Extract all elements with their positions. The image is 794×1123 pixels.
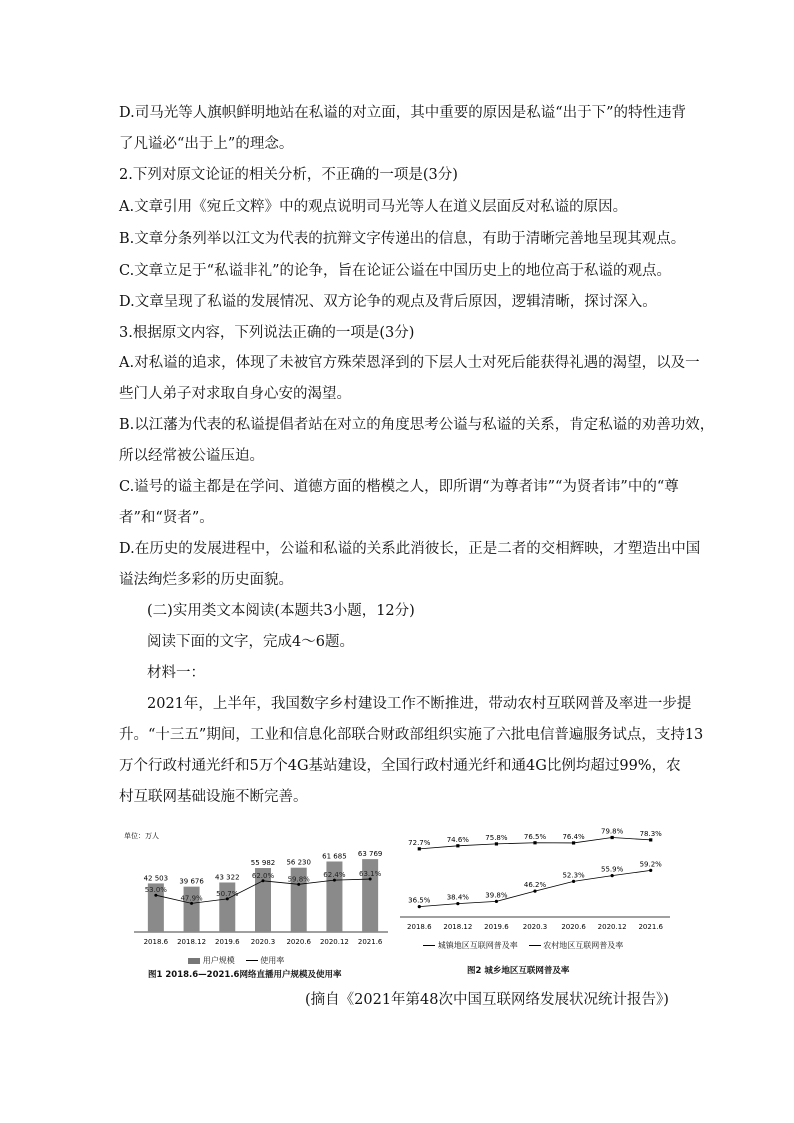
rural-rate-label: 38.4% (446, 893, 469, 902)
option-line: A.对私谥的追求，体现了未被官方殊荣恩泽到的下层人士对死后能获得礼遇的渴望，以及一 (119, 355, 700, 371)
legend-label: 农村地区互联网普及率 (543, 941, 624, 950)
rural-rate-label: 39.8% (485, 891, 508, 900)
bar-value-label: 61 685 (322, 852, 347, 861)
x-tick-label: 2021.6 (357, 938, 383, 946)
figure-1-chart (118, 822, 388, 957)
urban-point (649, 838, 652, 841)
bar-value-label: 63 769 (357, 850, 383, 859)
instruction-line: 阅读下面的文字，完成4～6题。 (147, 634, 354, 650)
rural-point (649, 869, 652, 872)
rural-point (533, 890, 536, 893)
text-line: 了凡谥必“出于上”的理念。 (119, 136, 294, 152)
urban-rate-label: 72.7% (408, 838, 431, 847)
rural-point (611, 874, 614, 877)
urban-point (456, 844, 459, 847)
bar-value-label: 39 676 (179, 877, 204, 886)
x-tick-label: 2018.12 (177, 938, 207, 946)
option-line: 者”和“贤者”。 (119, 510, 214, 526)
urban-point (533, 841, 536, 844)
option-line: 所以经常被公谥压迫。 (119, 448, 264, 464)
urban-rate-label: 75.8% (485, 833, 508, 842)
figure-2 (395, 822, 675, 982)
x-tick-label: 2019.6 (484, 923, 509, 931)
urban-rate-label: 79.8% (601, 827, 624, 836)
urban-rate-label: 76.5% (523, 832, 547, 841)
bar-value-label: 43 322 (215, 873, 240, 882)
option-line: D.文章呈现了私谥的发展情况、双方论争的观点及背后原因，逻辑清晰，探讨深入。 (119, 294, 657, 310)
bar-value-label: 42 503 (143, 874, 169, 883)
x-tick-label: 2021.6 (638, 923, 663, 931)
rate-label: 50.7% (216, 889, 239, 898)
x-tick-label: 2020.3 (250, 938, 276, 946)
rural-rate-label: 55.9% (601, 865, 624, 874)
paragraph-line: 万个行政村通光纤和5万个4G基站建设，全国行政村通光纤和通4G比例均超过99%，农 (119, 758, 681, 774)
urban-point (611, 836, 614, 839)
rural-point (456, 902, 459, 905)
urban-point (572, 841, 575, 844)
legend-label: 使用率 (260, 956, 285, 965)
option-line: A.文章引用《宛丘文粹》中的观点说明司马光等人在道义层面反对私谥的原因。 (119, 199, 628, 215)
option-line: B.以江藩为代表的私谥提倡者站在对立的角度思考公谥与私谥的关系，肯定私谥的劝善功效， (119, 417, 715, 433)
section-heading: (二)实用类文本阅读(本题共3小题，12分) (147, 603, 415, 619)
figure-2-legend (423, 940, 623, 951)
source-citation: (摘自《2021年第48次中国互联网络发展状况统计报告》) (305, 992, 669, 1008)
urban-point (418, 847, 421, 850)
figure-1 (118, 822, 388, 982)
option-line: B.文章分条列举以江文为代表的抗辩文字传递出的信息，有助于清晰完善地呈现其观点。 (119, 231, 686, 247)
x-tick-label: 2020.12 (319, 938, 349, 946)
legend-bar-swatch (188, 958, 200, 964)
urban-rate-label: 78.3% (639, 829, 662, 838)
text-line: D.司马光等人旗帜鲜明地站在私谥的对立面，其中重要的原因是私谥“出于下”的特性违背 (119, 105, 687, 121)
material-label: 材料一： (147, 665, 205, 681)
figure-2-chart (395, 822, 675, 940)
question-heading: 3.根据原文内容，下列说法正确的一项是(3分) (119, 325, 415, 341)
option-line: 谥法绚烂多彩的历史面貌。 (119, 572, 293, 588)
paragraph-line: 2021年，上半年，我国数字乡村建设工作不断推进，带动农村互联网普及率进一步提 (147, 696, 692, 712)
urban-point (495, 842, 498, 845)
urban-rate-label: 74.6% (446, 835, 469, 844)
unit-label: 单位：万人 (124, 832, 159, 840)
legend-line-swatch (423, 945, 435, 946)
x-tick-label: 2020.6 (561, 923, 586, 931)
option-line: C.谥号的谥主都是在学问、道德方面的楷模之人，即所谓“为尊者讳”“为贤者讳”中的“尊 (119, 479, 679, 495)
rural-rate-label: 36.5% (408, 896, 431, 905)
figure-1-caption: 图1 2018.6—2021.6网络直播用户规模及使用率 (148, 970, 342, 980)
rural-point (418, 905, 421, 908)
x-tick-label: 2018.12 (443, 923, 473, 931)
rural-point (572, 880, 575, 883)
rural-rate-label: 46.2% (523, 881, 547, 890)
paragraph-line: 升。“十三五”期间，工业和信息化部联合财政部组织实施了六批电信普遍服务试点，支持13 (119, 727, 704, 743)
bar-value-label: 55 982 (250, 859, 276, 868)
option-line: D.在历史的发展进程中，公谥和私谥的关系此消彼长，正是二者的交相辉映，才塑造出中国 (119, 541, 701, 557)
legend-label: 城镇地区互联网普及率 (437, 941, 518, 950)
option-line: C.文章立足于“私谥非礼”的论争，旨在论证公谥在中国历史上的地位高于私谥的观点。 (119, 263, 672, 279)
x-tick-label: 2018.6 (407, 923, 432, 931)
rate-label: 47.9% (180, 894, 203, 903)
urban-rate-label: 76.4% (562, 832, 585, 841)
rural-rate-label: 59.2% (639, 860, 662, 869)
rate-label: 62.4% (323, 871, 346, 880)
x-tick-label: 2020.3 (522, 923, 548, 931)
paragraph-line: 村互联网基础设施不断完善。 (119, 789, 308, 805)
rate-label: 62.0% (251, 871, 275, 880)
figure-2-caption: 图2 城乡地区互联网普及率 (467, 966, 570, 976)
x-tick-label: 2020.12 (597, 923, 627, 931)
x-tick-label: 2020.6 (286, 938, 311, 946)
legend-line-swatch (529, 945, 541, 946)
legend-line-swatch (246, 960, 258, 961)
rural-rate-label: 52.3% (562, 871, 585, 880)
rate-label: 59.8% (287, 875, 310, 884)
question-heading: 2.下列对原文论证的相关分析，不正确的一项是(3分) (119, 167, 458, 183)
option-line: 些门人弟子对求取自身心安的渴望。 (119, 386, 351, 402)
rate-label: 53.0% (144, 886, 167, 895)
rural-point (495, 900, 498, 903)
legend-label: 用户规模 (202, 956, 235, 965)
figure-1-legend (188, 955, 284, 966)
rate-label: 63.1% (359, 870, 382, 879)
x-tick-label: 2019.6 (215, 938, 240, 946)
bar-value-label: 56 230 (286, 858, 311, 867)
x-tick-label: 2018.6 (143, 938, 169, 946)
